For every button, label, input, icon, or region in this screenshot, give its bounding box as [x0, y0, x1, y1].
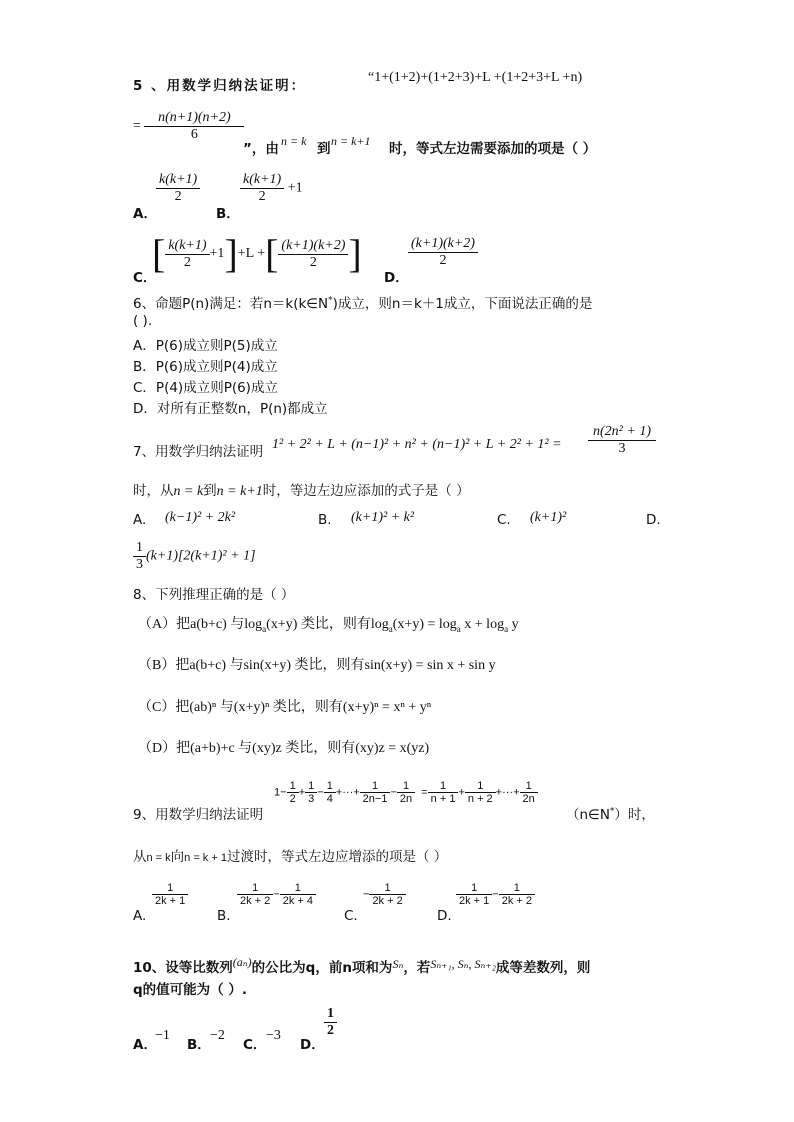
- q9-option-b-label: B.: [217, 908, 231, 924]
- q10-line1-b: 的公比为q，前n项和为: [251, 960, 393, 976]
- fraction: [324, 1006, 337, 1039]
- subscript: a: [388, 623, 393, 634]
- subscript: a: [504, 623, 509, 634]
- q10-line2: q的值可能为（ ）.: [133, 982, 247, 998]
- denominator: 2k + 2: [501, 895, 532, 907]
- q5-line2-tail: 时，等式左边需要添加的项是（ ）: [389, 141, 597, 157]
- q9-line2: [133, 845, 447, 865]
- denominator: 2k + 1: [155, 895, 186, 907]
- q8-a-part3: (x+y) = log: [392, 617, 457, 632]
- q10-line1-c: ，若: [403, 960, 431, 976]
- q5-option-d-fraction: [408, 236, 478, 269]
- q10-option-c-label: C．: [243, 1037, 267, 1053]
- numerator: (k+1)(k+2): [278, 238, 348, 255]
- q7-rhs-fraction: [588, 424, 656, 457]
- denominator: 3: [618, 441, 626, 456]
- q5-rhs-fraction: [144, 110, 244, 143]
- q5-option-c-fraction-1: [165, 238, 209, 271]
- subscript: a: [456, 623, 461, 634]
- q6-line1: [133, 292, 592, 312]
- numerator: (k+1)(k+2): [408, 236, 478, 253]
- subscript: a: [262, 623, 267, 634]
- q8-option-b: （B）把a(b+c) 与sin(x+y) 类比，则有sin(x+y) = sin x + sin y: [138, 658, 496, 673]
- q8-option-d: （D）把(a+b)+c 与(xy)z 类比，则有(xy)z = x(yz): [138, 741, 430, 756]
- denominator: 2: [327, 1023, 334, 1038]
- q9-expr: 1− $\frac{1}{2}$ + $\frac{1}{3}$ − $\frac{1}{4}$ +···+ $\frac{1}{2n-1}$ − $\frac{1}{2n}$ = $\frac{1}{n + 1}$ + $\frac{1}{n + 2}$ +···+ $\frac{1}{2n}$: [274, 780, 538, 805]
- q10-option-d: [324, 1006, 337, 1039]
- q10-line1-a: 10、设等比数列: [133, 960, 233, 976]
- q10-line1: [133, 955, 590, 976]
- q6-option-a: A．P(6)成立则P(5)成立: [133, 338, 278, 354]
- fraction: $\frac{1}{2n}$: [520, 780, 538, 805]
- q9-line2-a: 从: [133, 849, 147, 865]
- q5-option-c-label: C．: [133, 270, 157, 286]
- numerator: 1: [324, 1006, 337, 1023]
- q9-option-c: − $\frac{1}{2k + 2}$: [363, 882, 406, 907]
- q5-prefix: 5 、用数学归纳法证明：: [133, 78, 307, 94]
- superscript-star: *: [328, 295, 333, 306]
- superscript-star: *: [609, 806, 615, 817]
- q8-a-part5: y: [508, 617, 519, 632]
- plus-one: +1: [209, 246, 225, 262]
- q7-to: 到: [203, 483, 217, 499]
- q9-xiang: 向: [170, 849, 185, 865]
- q5-cond1: n = k: [281, 134, 307, 148]
- q6-paren: ( ).: [133, 313, 153, 329]
- q7-rhs: [588, 424, 656, 457]
- q5-option-a-fraction: [156, 172, 200, 205]
- q9-prefix: 9、用数学归纳法证明: [133, 807, 264, 823]
- q9-cond-text: （n∈N: [566, 807, 610, 823]
- numerator: 1: [133, 540, 146, 557]
- fraction: [456, 882, 492, 907]
- fraction: [499, 882, 535, 907]
- q9-option-d: $\frac{1}{2k + 1}$ − $\frac{1}{2k + 2}$: [456, 882, 535, 907]
- q9-option-d-label: D.: [437, 908, 452, 924]
- fraction: $\frac{1}{n + 1}$: [428, 780, 459, 805]
- q8-title: 8、下列推理正确的是（ ）: [133, 587, 295, 603]
- denominator: 2k + 2: [372, 895, 403, 907]
- fraction: $\frac{1}{2n-1}$: [360, 780, 391, 805]
- denominator: 2: [174, 189, 182, 204]
- q10-option-c: −3: [266, 1028, 281, 1043]
- numerator: 1: [456, 882, 492, 895]
- q6-option-d: D．对所有正整数n，P(n)都成立: [133, 401, 328, 417]
- q7-cond1: n = k: [173, 484, 204, 499]
- numerator: n(2n² + 1): [588, 424, 656, 441]
- denominator: 2k + 2: [240, 895, 271, 907]
- q10-an: (aₙ): [232, 955, 252, 969]
- q6-stem-tail: )成立，则n＝k＋1成立，下面说法正确的是: [332, 296, 593, 312]
- q5-rhs: [133, 110, 244, 143]
- q9-option-b: $\frac{1}{2k + 2}$ − $\frac{1}{2k + 4}$: [237, 882, 316, 907]
- q7-prefix: 7、用数学归纳法证明: [133, 444, 264, 460]
- numerator: 1: [369, 882, 405, 895]
- numerator: n(n+1)(n+2): [144, 110, 244, 127]
- q5-option-a-label: A．: [133, 206, 157, 222]
- q8-a-part4: x + log: [460, 617, 505, 632]
- equals-sign: =: [133, 118, 141, 134]
- q7-option-d-fraction: [133, 540, 146, 573]
- fraction: $\frac{1}{n + 2}$: [465, 780, 496, 805]
- q10-seq: Sₙ₊₁, Sₙ, Sₙ₊₂: [430, 957, 496, 971]
- q10-option-a: −1: [155, 1028, 170, 1043]
- q5-line2-text: ”，由: [243, 141, 279, 157]
- q5-option-c-fraction-2: [278, 238, 348, 271]
- q7-option-d-label: D.: [646, 512, 661, 528]
- q5-option-a: [156, 172, 200, 205]
- q7-cond2: n = k+1: [216, 484, 263, 499]
- q5-to: 到: [317, 141, 331, 157]
- q7-line2: [133, 479, 470, 500]
- q7-line2-b: 时，等边左边应添加的式子是（ ）: [262, 483, 470, 499]
- q10-line1-d: 成等差数列，则: [495, 960, 591, 976]
- q8-a-part2: (x+y) 类比，则有log: [266, 617, 389, 632]
- q9-line2-b: 过渡时，等式左边应增添的项是（ ）: [226, 849, 448, 865]
- numerator: 1: [152, 882, 188, 895]
- q6-stem: 6、命题P(n)满足：若n＝k(k∈N: [133, 296, 329, 312]
- q9-k1: n = k: [146, 852, 171, 864]
- q6-option-c: C．P(4)成立则P(6)成立: [133, 380, 278, 396]
- q10-option-b: −2: [210, 1028, 225, 1043]
- q5-lhs-expr: “1+(1+2)+(1+2+3)+L +(1+2+3+L +n): [368, 70, 583, 85]
- q6-option-b: B．P(6)成立则P(4)成立: [133, 359, 278, 375]
- denominator: 2: [183, 254, 191, 270]
- q5-option-d-label: D．: [384, 270, 409, 286]
- q10-sn: Sₙ: [392, 957, 404, 971]
- denominator: 2k + 4: [282, 895, 313, 907]
- q9-k2: n = k + 1: [184, 852, 227, 864]
- numerator: 1: [280, 882, 316, 895]
- fraction: $\frac{1}{2}$: [287, 780, 299, 805]
- q7-option-a-label: A.: [133, 512, 147, 528]
- q5-option-c: [152, 231, 362, 276]
- q7-expr: 1² + 2² + L + (n−1)² + n² + (n−1)² + L + 2² + 1² =: [272, 437, 562, 452]
- q10-option-d-label: D．: [300, 1037, 325, 1053]
- left-bracket: [: [152, 231, 166, 276]
- q7-option-c: (k+1)²: [530, 510, 567, 525]
- fraction: [369, 882, 405, 907]
- numerator: k(k+1): [240, 172, 284, 189]
- q5-cond2: n = k+1: [331, 134, 371, 148]
- numerator: 1: [499, 882, 535, 895]
- fraction: $\frac{1}{4}$: [324, 780, 336, 805]
- numerator: k(k+1): [156, 172, 200, 189]
- q9-option-c-label: C.: [344, 908, 358, 924]
- ellipsis-plus: +L +: [237, 246, 266, 262]
- denominator: 2: [439, 253, 447, 268]
- q10-option-b-label: B．: [187, 1037, 211, 1053]
- q5-option-b: [240, 172, 303, 205]
- q7-option-d: [133, 540, 256, 573]
- q7-option-b: (k+1)² + k²: [351, 510, 415, 525]
- denominator: 3: [136, 557, 143, 572]
- q8-option-c: （C）把(ab)ⁿ 与(x+y)ⁿ 类比，则有(x+y)ⁿ = xⁿ + yⁿ: [138, 700, 432, 715]
- q5-option-d: [408, 236, 478, 269]
- right-bracket: ]: [224, 231, 238, 276]
- fraction: [237, 882, 273, 907]
- left-bracket: [: [265, 231, 279, 276]
- q9-cond: [566, 803, 655, 823]
- q8-option-a: [138, 613, 519, 634]
- denominator: 2: [258, 189, 266, 204]
- fraction: $\frac{1}{3}$: [305, 780, 317, 805]
- denominator: 2k + 1: [459, 895, 490, 907]
- plus-one: +1: [287, 180, 303, 196]
- numerator: 1: [237, 882, 273, 895]
- q7-line2-a: 时，从: [133, 483, 174, 499]
- q7-option-d-expr: (k+1)[2(k+1)² + 1]: [146, 548, 256, 564]
- q9-cond-tail: ）时，: [614, 807, 655, 823]
- q10-option-a-label: A．: [133, 1037, 157, 1053]
- q9-option-a: [152, 882, 188, 907]
- fraction: $\frac{1}{2n}$: [397, 780, 415, 805]
- q7-option-b-label: B.: [318, 512, 332, 528]
- q5-option-b-label: B．: [216, 206, 240, 222]
- fraction: [152, 882, 188, 907]
- right-bracket: ]: [348, 231, 362, 276]
- denominator: 6: [190, 127, 198, 142]
- denominator: 2: [309, 254, 317, 270]
- q7-option-c-label: C.: [497, 512, 511, 528]
- q9-option-a-label: A.: [133, 908, 147, 924]
- q8-a-part1: （A）把a(b+c) 与log: [138, 617, 263, 632]
- fraction: [280, 882, 316, 907]
- q5-option-b-fraction: [240, 172, 284, 205]
- numerator: k(k+1): [165, 238, 209, 255]
- q7-option-a: (k−1)² + 2k²: [165, 510, 236, 525]
